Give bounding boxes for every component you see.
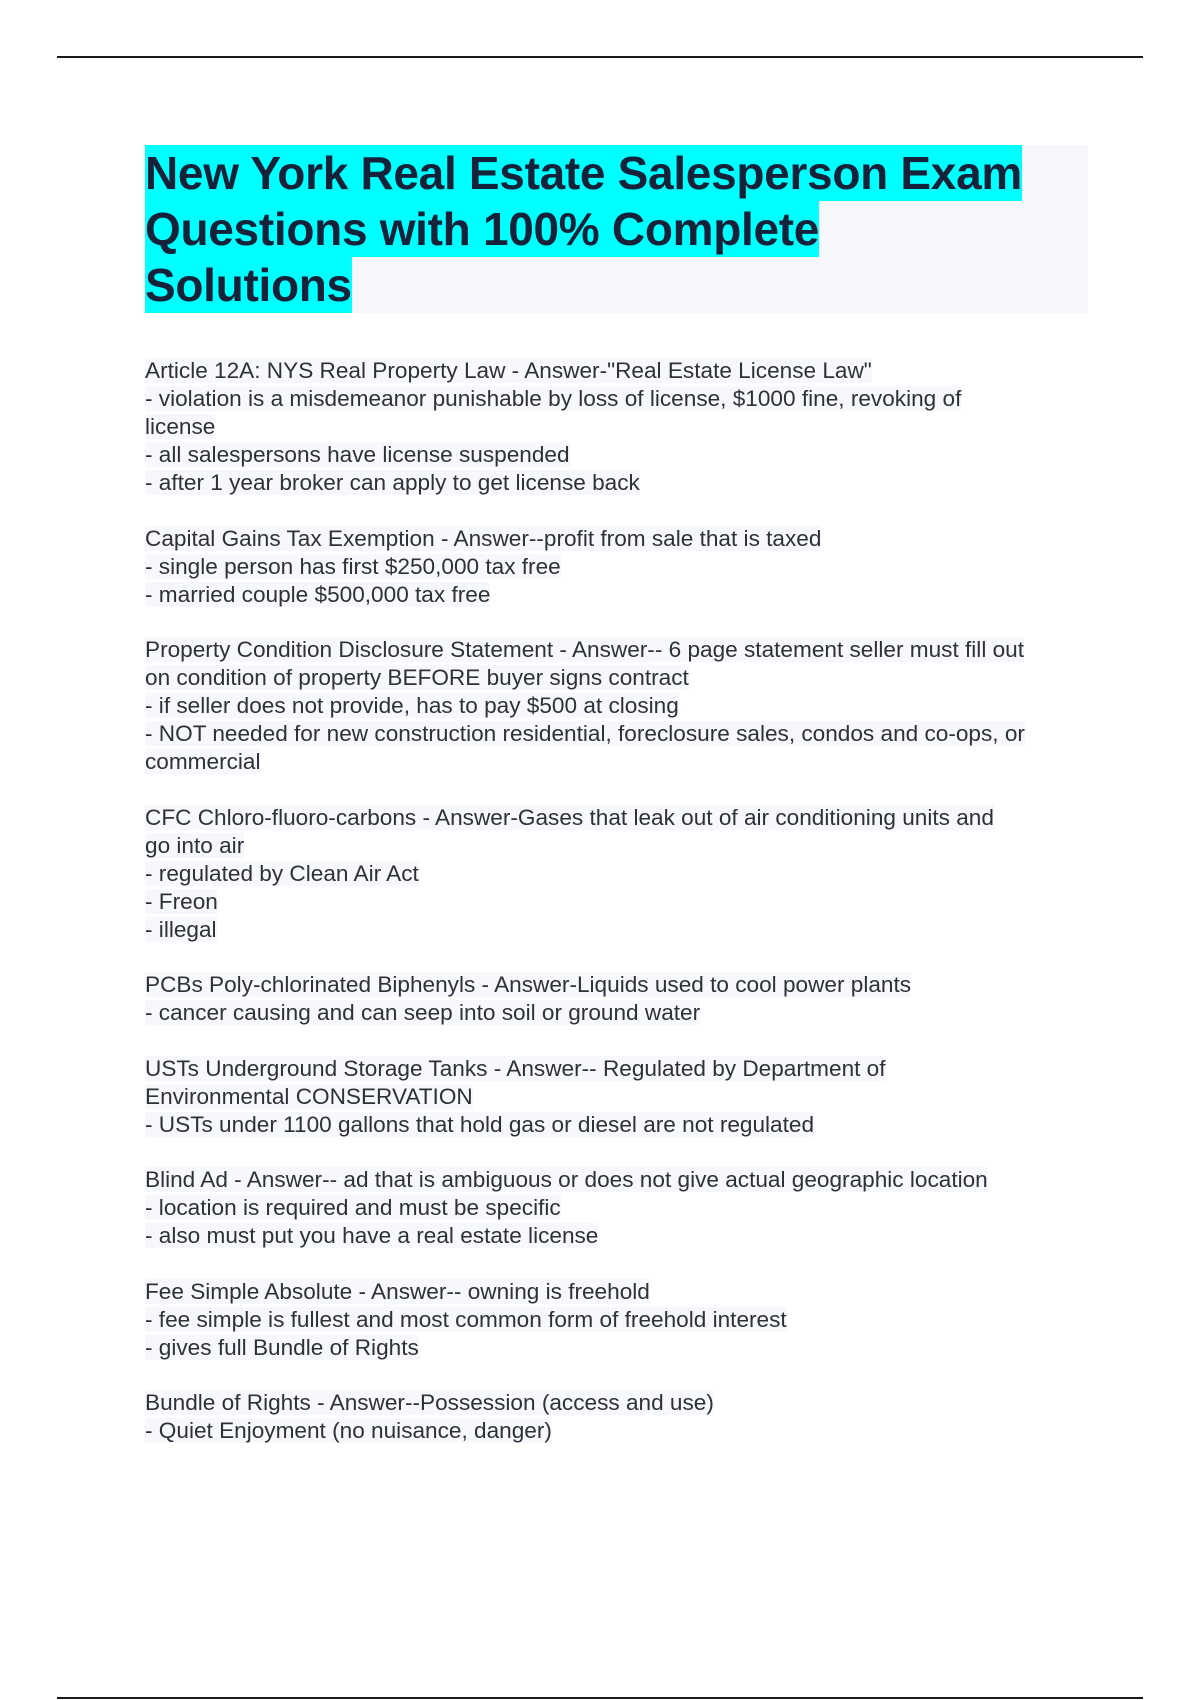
qa-line-text: - all salespersons have license suspended xyxy=(145,442,570,467)
qa-line-text: - illegal xyxy=(145,916,217,942)
qa-detail-line xyxy=(145,692,1095,720)
qa-line-text: - if seller does not provide, has to pay $500 at closing xyxy=(145,693,679,718)
title-line: Questions with 100% Complete xyxy=(145,203,820,255)
qa-line-text: go into air xyxy=(145,832,245,858)
qa-term-line xyxy=(145,525,1095,553)
qa-detail-line xyxy=(145,385,1095,413)
qa-detail-line xyxy=(145,720,1095,748)
qa-detail-line xyxy=(145,413,1095,441)
qa-entry xyxy=(145,1055,1095,1139)
qa-line-text: license xyxy=(145,414,216,439)
qa-line-text: Fee Simple Absolute - Answer-- owning is freehold xyxy=(145,1278,650,1304)
qa-entry xyxy=(145,636,1095,776)
qa-term-line xyxy=(145,1278,1095,1306)
qa-detail-line xyxy=(145,1306,1095,1334)
qa-term-line xyxy=(145,636,1095,664)
qa-line-text: - NOT needed for new construction residential, foreclosure sales, condos and co-ops, or xyxy=(145,721,1025,746)
qa-detail-line xyxy=(145,1417,1095,1445)
qa-detail-line xyxy=(145,888,1095,916)
qa-detail-line xyxy=(145,441,1095,469)
qa-entry xyxy=(145,971,1095,1027)
top-rule xyxy=(57,56,1143,58)
qa-entry xyxy=(145,357,1095,497)
qa-line-text: Article 12A: NYS Real Property Law - Answer-"Real Estate License Law" xyxy=(145,358,872,383)
qa-detail-line xyxy=(145,1111,1095,1139)
qa-detail-line xyxy=(145,1222,1095,1250)
document-title xyxy=(145,145,1088,313)
qa-line-text: - single person has first $250,000 tax free xyxy=(145,553,561,579)
qa-entry xyxy=(145,804,1095,944)
qa-line-text: USTs Underground Storage Tanks - Answer-- Regulated by Department of xyxy=(145,1055,886,1081)
qa-detail-line xyxy=(145,748,1095,776)
qa-line-text: Property Condition Disclosure Statement - Answer-- 6 page statement seller must fill out xyxy=(145,637,1025,662)
qa-term-line xyxy=(145,1166,1095,1194)
qa-detail-line xyxy=(145,581,1095,609)
qa-detail-line xyxy=(145,1194,1095,1222)
qa-line-text: - cancer causing and can seep into soil or ground water xyxy=(145,1000,701,1025)
qa-term-line xyxy=(145,971,1095,999)
qa-detail-line xyxy=(145,999,1095,1027)
qa-line-text: PCBs Poly-chlorinated Biphenyls - Answer-Liquids used to cool power plants xyxy=(145,972,912,997)
qa-line-text: - married couple $500,000 tax free xyxy=(145,581,491,607)
qa-line-text: - fee simple is fullest and most common form of freehold interest xyxy=(145,1306,787,1332)
qa-detail-line xyxy=(145,469,1095,497)
qa-line-text: - gives full Bundle of Rights xyxy=(145,1334,419,1360)
qa-term-line xyxy=(145,1389,1095,1417)
title-line: Solutions xyxy=(145,259,352,311)
qa-line-text: Capital Gains Tax Exemption - Answer--profit from sale that is taxed xyxy=(145,525,822,551)
title-block xyxy=(145,145,1088,313)
qa-entry xyxy=(145,525,1095,609)
qa-line-text: - after 1 year broker can apply to get license back xyxy=(145,470,640,495)
qa-entry xyxy=(145,1166,1095,1250)
qa-term-line xyxy=(145,1055,1095,1083)
qa-detail-line xyxy=(145,832,1095,860)
qa-line-text: - also must put you have a real estate license xyxy=(145,1223,599,1248)
qa-line-text: - regulated by Clean Air Act xyxy=(145,860,419,886)
qa-term-line xyxy=(145,357,1095,385)
qa-line-text: - Quiet Enjoyment (no nuisance, danger) xyxy=(145,1418,552,1443)
qa-term-line xyxy=(145,804,1095,832)
qa-line-text: - location is required and must be specific xyxy=(145,1195,561,1220)
qa-entry xyxy=(145,1389,1095,1445)
qa-detail-line xyxy=(145,664,1095,692)
qa-line-text: Environmental CONSERVATION xyxy=(145,1083,473,1109)
qa-detail-line xyxy=(145,553,1095,581)
qa-line-text: - Freon xyxy=(145,888,218,914)
qa-line-text: CFC Chloro-fluoro-carbons - Answer-Gases that leak out of air conditioning units and xyxy=(145,804,994,830)
qa-list xyxy=(145,357,1095,1473)
qa-line-text: Bundle of Rights - Answer--Possession (access and use) xyxy=(145,1390,714,1415)
qa-detail-line xyxy=(145,860,1095,888)
qa-line-text: - USTs under 1100 gallons that hold gas or diesel are not regulated xyxy=(145,1111,815,1137)
qa-detail-line xyxy=(145,1334,1095,1362)
qa-line-text: on condition of property BEFORE buyer signs contract xyxy=(145,665,689,690)
qa-detail-line xyxy=(145,1083,1095,1111)
qa-line-text: Blind Ad - Answer-- ad that is ambiguous or does not give actual geographic location xyxy=(145,1167,988,1192)
title-line: New York Real Estate Salesperson Exam xyxy=(145,147,1022,199)
qa-detail-line xyxy=(145,916,1095,944)
qa-entry xyxy=(145,1278,1095,1362)
qa-line-text: - violation is a misdemeanor punishable by loss of license, $1000 fine, revoking of xyxy=(145,386,962,411)
qa-line-text: commercial xyxy=(145,749,261,774)
bottom-rule xyxy=(57,1697,1143,1699)
